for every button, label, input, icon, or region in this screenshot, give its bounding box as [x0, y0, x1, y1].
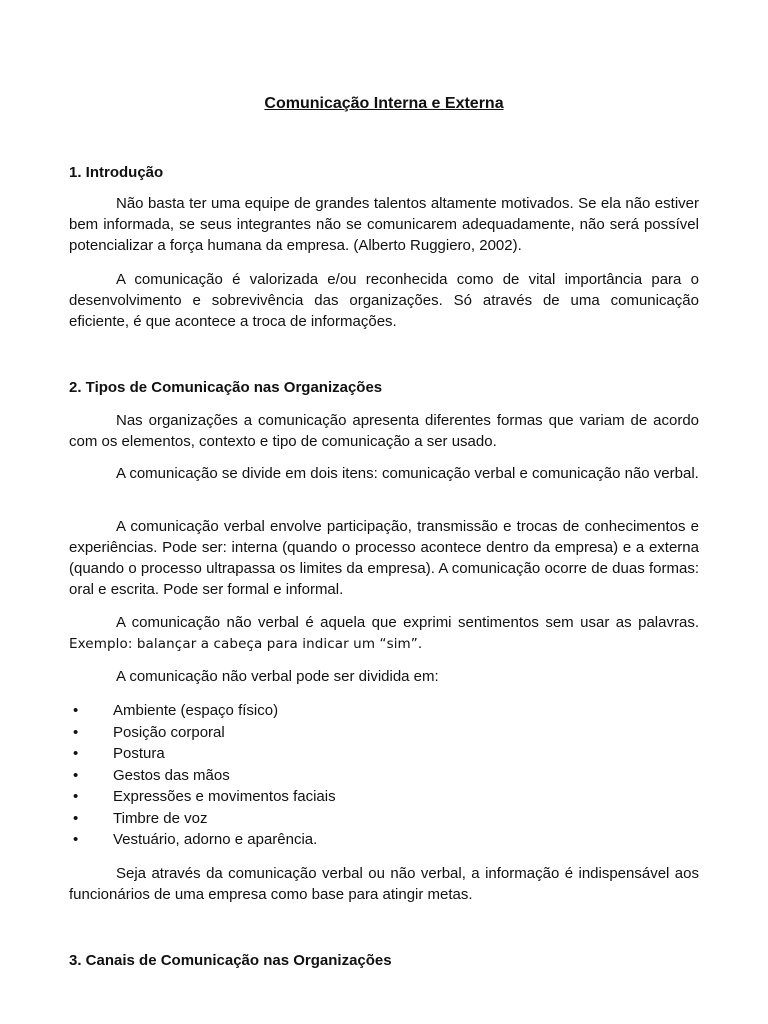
- list-item-text: Gestos das mãos: [113, 766, 230, 784]
- bullet-icon: •: [73, 766, 79, 784]
- list-item-text: Timbre de voz: [113, 809, 208, 827]
- list-item: [69, 765, 699, 787]
- types-paragraph-5: A comunicação não verbal pode ser dividida em:: [116, 668, 439, 685]
- types-paragraph-4: [69, 612, 699, 655]
- types-paragraph-3: A comunicação verbal envolve participação, transmissão e trocas de conhecimentos e experiências. Pode ser: interna (quando o processo acontece dentro da empresa) e a externa (quando o processo ultrapassa os limites da empresa). A comunicação ocorre de duas formas: oral e escrita. Pode ser formal e informal.: [69, 518, 699, 598]
- types-paragraph-2: A comunicação se divide em dois itens: comunicação verbal e comunicação não verbal.: [116, 465, 699, 482]
- list-item: [69, 743, 699, 765]
- list-item: [69, 808, 699, 830]
- nonverbal-definition-text: A comunicação não verbal é aquela que exprimi sentimentos sem usar as palavras.: [116, 614, 699, 631]
- section-heading-communication-channels: 3. Canais de Comunicação nas Organizações: [69, 952, 392, 969]
- list-item: [69, 829, 699, 851]
- types-paragraph-6: Seja através da comunicação verbal ou não verbal, a informação é indispensável aos funcionários de uma empresa como base para atingir metas.: [69, 865, 699, 903]
- types-paragraph-1: Nas organizações a comunicação apresenta diferentes formas que variam de acordo com os elementos, contexto e tipo de comunicação a ser usado.: [69, 412, 699, 450]
- section-heading-introduction: 1. Introdução: [69, 164, 164, 181]
- list-item-text: Postura: [113, 745, 165, 762]
- list-item: [69, 722, 699, 744]
- list-item-text: Expressões e movimentos faciais: [113, 788, 336, 805]
- bullet-icon: •: [73, 723, 79, 741]
- nonverbal-bullet-list: [69, 700, 699, 851]
- nonverbal-example-text: Exemplo: balançar a cabeça para indicar um “sim”.: [69, 636, 423, 652]
- intro-paragraph-2: A comunicação é valorizada e/ou reconhecida como de vital importância para o desenvolvimento e sobrevivência das organizações. Só através de uma comunicação eficiente, é que acontece a troca de informações.: [69, 271, 699, 330]
- intro-paragraph-1: Não basta ter uma equipe de grandes talentos altamente motivados. Se ela não estiver bem informada, se seus integrantes não se comunicarem adequadamente, não será possível potencializar a força humana da empresa. (Alberto Ruggiero, 2002).: [69, 195, 699, 254]
- list-item: [69, 700, 699, 722]
- bullet-icon: •: [73, 831, 79, 848]
- section-heading-communication-types: 2. Tipos de Comunicação nas Organizações: [69, 379, 383, 396]
- list-item: [69, 786, 699, 808]
- bullet-icon: •: [73, 745, 79, 762]
- bullet-icon: •: [73, 702, 79, 719]
- bullet-icon: •: [73, 809, 79, 827]
- list-item-text: Posição corporal: [113, 723, 225, 741]
- list-item-text: Ambiente (espaço físico): [113, 702, 279, 719]
- bullet-icon: •: [73, 788, 79, 805]
- list-item-text: Vestuário, adorno e aparência.: [113, 831, 318, 848]
- document-title: Comunicação Interna e Externa: [264, 95, 504, 112]
